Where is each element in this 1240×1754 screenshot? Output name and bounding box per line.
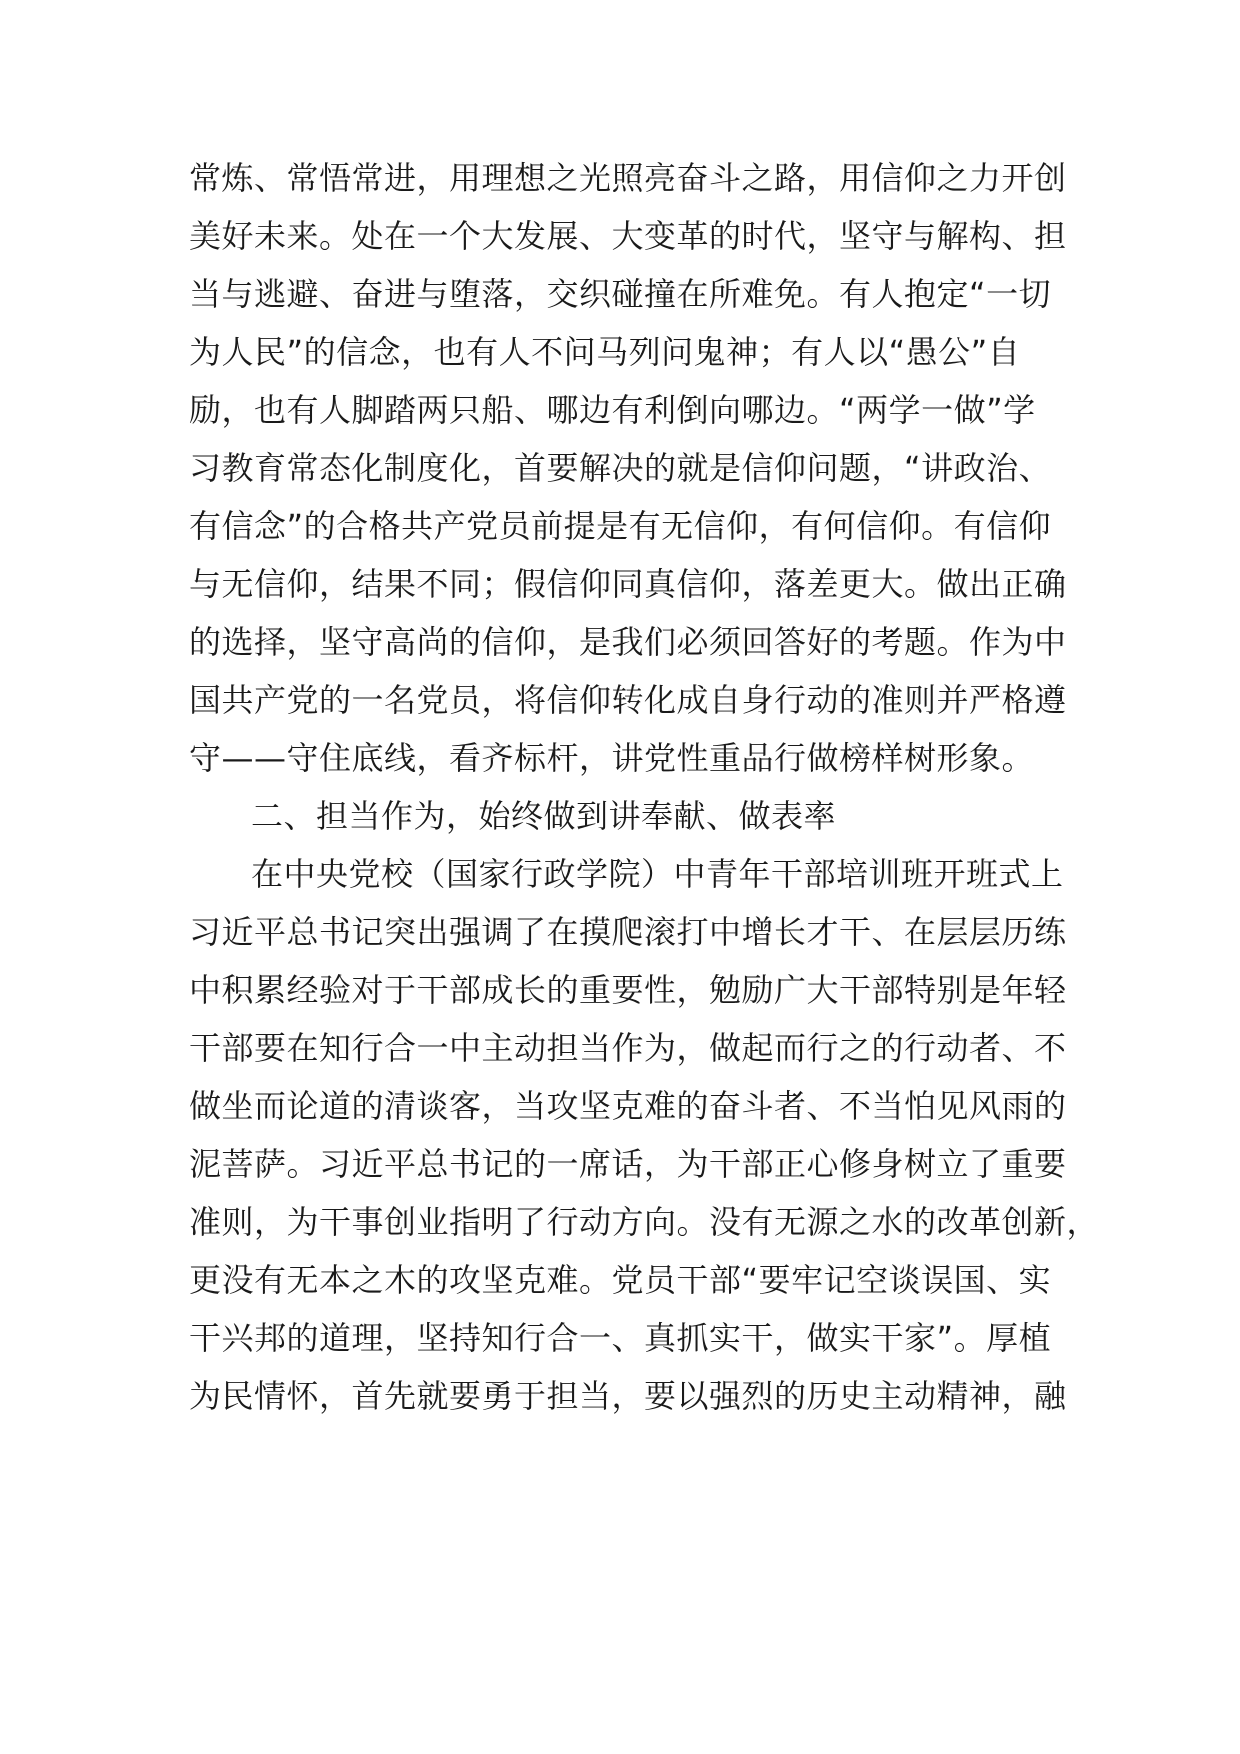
text-line: 习教育常态化制度化，首要解决的就是信仰问题，“讲政治、 [189, 449, 1052, 487]
text-line: 国共产党的一名党员，将信仰转化成自身行动的准则并严格遵 [189, 681, 1067, 719]
text-line: 泥菩萨。习近平总书记的一席话，为干部正心修身树立了重要 [189, 1145, 1067, 1183]
text-line: 常炼、常悟常进，用理想之光照亮奋斗之路，用信仰之力开创 [189, 159, 1067, 197]
text-line: 守——守住底线，看齐标杆，讲党性重品行做榜样树形象。 [189, 739, 1035, 777]
text-line: 更没有无本之木的攻坚克难。党员干部“要牢记空谈误国、实 [189, 1261, 1052, 1299]
text-line: 干兴邦的道理，坚持知行合一、真抓实干，做实干家”。厚植 [189, 1319, 1052, 1357]
section-heading: 二、担当作为，始终做到讲奉献、做表率 [251, 797, 837, 835]
text-line: 在中央党校（国家行政学院）中青年干部培训班开班式上 [251, 855, 1064, 893]
text-line: 励，也有人脚踏两只船、哪边有利倒向哪边。“两学一做”学 [189, 391, 1036, 429]
text-line: 与无信仰，结果不同；假信仰同真信仰，落差更大。做出正确 [189, 565, 1067, 603]
text-line: 的选择，坚守高尚的信仰，是我们必须回答好的考题。作为中 [189, 623, 1067, 661]
text-line: 为人民”的信念，也有人不问马列问鬼神；有人以“愚公”自 [189, 333, 1021, 371]
text-line: 为民情怀，首先就要勇于担当，要以强烈的历史主动精神，融 [189, 1377, 1067, 1415]
text-line: 习近平总书记突出强调了在摸爬滚打中增长才干、在层层历练 [189, 913, 1067, 951]
text-line: 美好未来。处在一个大发展、大变革的时代，坚守与解构、担 [189, 217, 1067, 255]
text-line: 干部要在知行合一中主动担当作为，做起而行之的行动者、不 [189, 1029, 1067, 1067]
text-line: 有信念”的合格共产党员前提是有无信仰，有何信仰。有信仰 [189, 507, 1052, 545]
text-line: 做坐而论道的清谈客，当攻坚克难的奋斗者、不当怕见风雨的 [189, 1087, 1067, 1125]
text-line: 中积累经验对于干部成长的重要性，勉励广大干部特别是年轻 [189, 971, 1067, 1009]
text-line: 准则，为干事创业指明了行动方向。没有无源之水的改革创新， [189, 1203, 1100, 1241]
text-line: 当与逃避、奋进与堕落，交织碰撞在所难免。有人抱定“一切 [189, 275, 1052, 313]
